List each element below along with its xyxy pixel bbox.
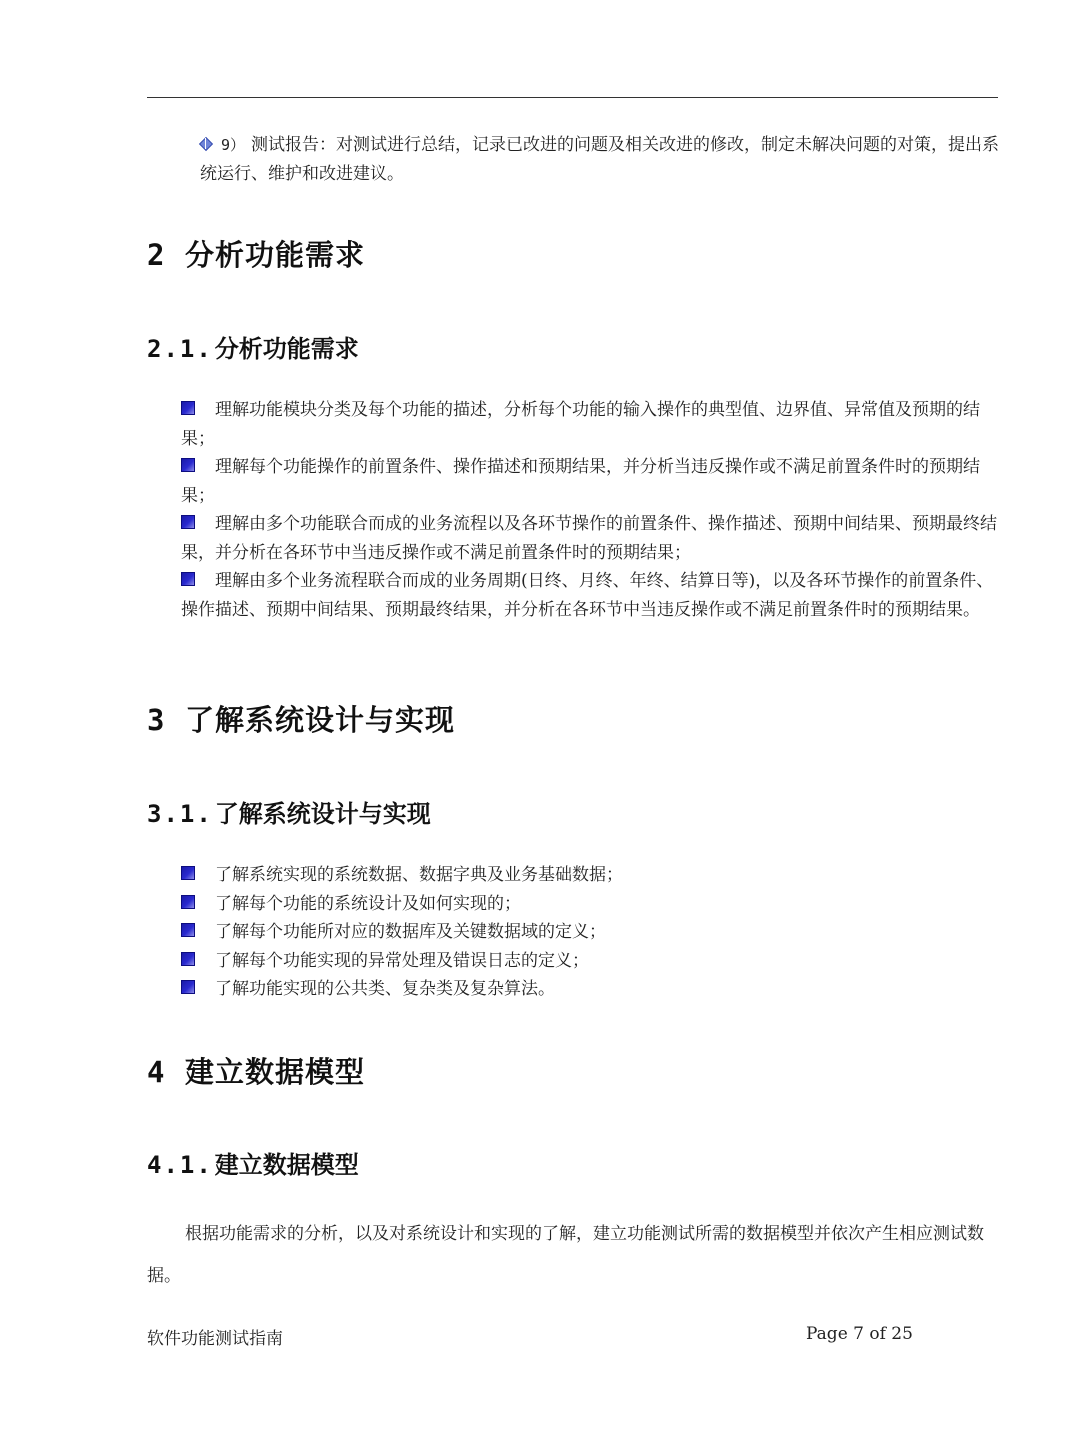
square-bullet-icon (181, 458, 195, 472)
square-bullet-icon (181, 923, 195, 937)
list-item (181, 510, 999, 567)
intro-text: 测试报告：对测试进行总结，记录已改进的问题及相关改进的修改，制定未解决问题的对策，提出系统运行、维护和改进建议。 (200, 135, 1000, 184)
section-number: 4 (147, 1055, 166, 1089)
square-bullet-icon (181, 572, 195, 586)
list-item (181, 918, 999, 947)
section-title: 了解系统设计与实现 (185, 703, 456, 737)
header-rule (147, 97, 998, 98)
subsection-heading-2-1 (147, 329, 359, 364)
diamond-bullet-icon (200, 138, 211, 149)
section-title: 分析功能需求 (185, 238, 366, 272)
section-number: 3 (147, 703, 166, 737)
subsection-heading-4-1 (147, 1145, 359, 1180)
section-title: 建立数据模型 (185, 1055, 366, 1089)
subsection-title: 建立数据模型 (214, 1151, 359, 1179)
square-bullet-icon (181, 401, 195, 415)
section-heading-2 (147, 233, 365, 274)
section-number: 2 (147, 238, 166, 272)
list-item (181, 890, 999, 919)
list-item-text: 理解由多个业务流程联合而成的业务周期(日终、月终、年终、结算日等)，以及各环节操作的前置条件、操作描述、预期中间结果、预期最终结果，并分析在各环节中当违反操作或不满足前置条件时的预期结果。 (181, 571, 994, 620)
list-item-text: 了解每个功能所对应的数据库及关键数据域的定义； (215, 922, 606, 942)
intro-number: 9） (221, 136, 246, 154)
subsection-title: 分析功能需求 (214, 335, 359, 363)
list-item (181, 453, 999, 510)
section-heading-3 (147, 698, 455, 739)
list-item (181, 861, 999, 890)
list-item-text: 了解功能实现的公共类、复杂类及复杂算法。 (215, 979, 555, 999)
subsection-number: 2.1. (147, 335, 213, 363)
requirements-list (181, 396, 999, 624)
list-item (181, 396, 999, 453)
footer-page-number: Page 7 of 25 (806, 1324, 913, 1344)
list-item-text: 了解每个功能实现的异常处理及错误日志的定义； (215, 950, 589, 971)
footer-doc-title: 软件功能测试指南 (147, 1329, 283, 1349)
section-heading-4 (147, 1050, 365, 1091)
intro-paragraph (200, 131, 1000, 189)
subsection-number: 4.1. (147, 1151, 213, 1179)
list-item (181, 975, 999, 1004)
square-bullet-icon (181, 515, 195, 529)
list-item-text: 了解每个功能的系统设计及如何实现的； (215, 893, 521, 914)
subsection-number: 3.1. (147, 800, 213, 828)
square-bullet-icon (181, 980, 195, 994)
list-item-text: 理解由多个功能联合而成的业务流程以及各环节操作的前置条件、操作描述、预期中间结果、预期最终结果，并分析在各环节中当违反操作或不满足前置条件时的预期结果； (181, 514, 997, 563)
list-item-text: 理解每个功能操作的前置条件、操作描述和预期结果，并分析当违反操作或不满足前置条件时的预期结果； (181, 457, 980, 506)
subsection-heading-3-1 (147, 794, 431, 829)
square-bullet-icon (181, 952, 195, 966)
list-item-text: 了解系统实现的系统数据、数据字典及业务基础数据； (215, 865, 623, 885)
list-item (181, 947, 999, 976)
square-bullet-icon (181, 866, 195, 880)
square-bullet-icon (181, 895, 195, 909)
list-item-text: 理解功能模块分类及每个功能的描述，分析每个功能的输入操作的典型值、边界值、异常值及预期的结果； (181, 400, 980, 449)
subsection-title: 了解系统设计与实现 (214, 800, 431, 828)
list-item (181, 567, 999, 624)
design-list (181, 861, 999, 1004)
data-model-paragraph: 根据功能需求的分析，以及对系统设计和实现的了解，建立功能测试所需的数据模型并依次产生相应测试数据。 (147, 1224, 984, 1286)
